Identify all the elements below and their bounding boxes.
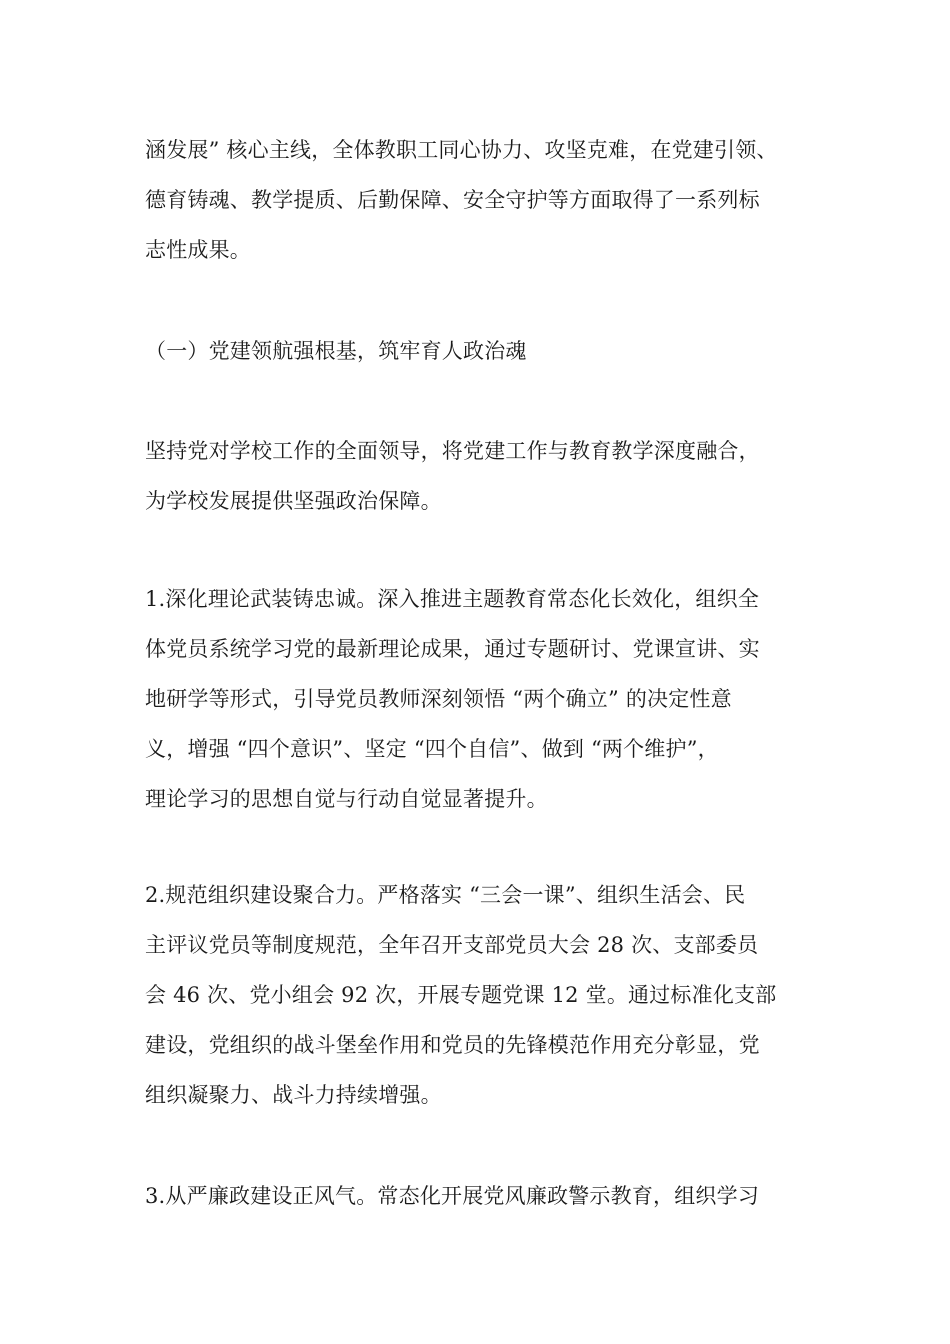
text-line: 义，增强 “四个意识”、坚定 “四个自信”、做到 “两个维护”， (145, 737, 719, 761)
text-line: 理论学习的思想自觉与行动自觉显著提升。 (145, 787, 548, 811)
text-line: 2.规范组织建设聚合力。严格落实 “三会一课”、组织生活会、民 (145, 883, 746, 907)
text-line: 主评议党员等制度规范，全年召开支部党员大会 28 次、支部委员 (145, 933, 759, 957)
paragraph-item-1 (145, 574, 835, 824)
text-line: 体党员系统学习党的最新理论成果，通过专题研讨、党课宣讲、实 (145, 637, 760, 661)
text-line: 坚持党对学校工作的全面领导，将党建工作与教育教学深度融合， (145, 439, 760, 463)
text-line: 志性成果。 (145, 238, 251, 262)
text-line: 1.深化理论武装铸忠诚。深入推进主题教育常态化长效化，组织全 (145, 587, 760, 611)
text-line: 组织凝聚力、战斗力持续增强。 (145, 1083, 442, 1107)
section-heading (145, 326, 835, 376)
paragraph-item-2 (145, 870, 835, 1120)
text-line: 3.从严廉政建设正风气。常态化开展党风廉政警示教育，组织学习 (145, 1184, 760, 1208)
text-line: 建设，党组织的战斗堡垒作用和党员的先锋模范作用充分彰显，党 (145, 1033, 760, 1057)
text-line: 地研学等形式，引导党员教师深刻领悟 “两个确立” 的决定性意 (145, 687, 732, 711)
text-line: 涵发展” 核心主线，全体教职工同心协力、攻坚克难，在党建引领、 (145, 138, 778, 162)
paragraph-section-intro (145, 426, 835, 526)
paragraph-intro-continued (145, 125, 835, 275)
text-line: 会 46 次、党小组会 92 次，开展专题党课 12 堂。通过标准化支部 (145, 983, 777, 1007)
text-line: 为学校发展提供坚强政治保障。 (145, 489, 442, 513)
paragraph-item-3 (145, 1171, 835, 1221)
text-line: 德育铸魂、教学提质、后勤保障、安全守护等方面取得了一系列标 (145, 188, 760, 212)
section-heading-text: （一）党建领航强根基，筑牢育人政治魂 (145, 339, 527, 363)
